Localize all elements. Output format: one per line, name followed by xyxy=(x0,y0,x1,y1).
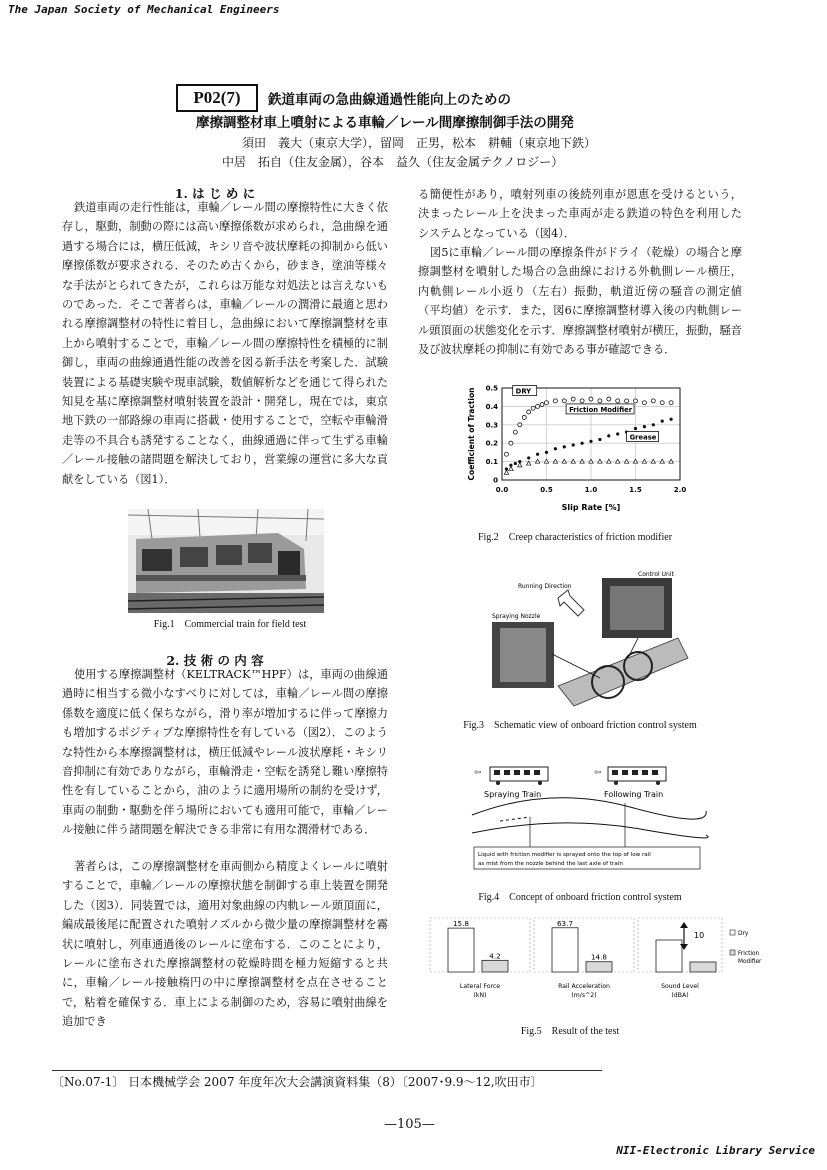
fig2-point-friction-modifier xyxy=(563,445,566,448)
fig3-schematic xyxy=(488,566,704,714)
fig2-x-tick-label: 2.0 xyxy=(673,486,687,494)
fig4-rail-curve xyxy=(472,798,706,819)
paper-id-box: P02(7) xyxy=(176,84,258,112)
fig5-bar-friction-modifier xyxy=(482,960,508,972)
fig5-legend-label-friction-modifier-2: Modifier xyxy=(738,959,762,965)
running-direction-arrow-icon xyxy=(558,590,584,616)
fig2-point-dry xyxy=(504,452,508,456)
fig2-point-grease xyxy=(535,459,539,463)
results-paragraph: 図5に車輪／レール間の摩擦条件がドライ（乾燥）の場合と摩擦調整材を噴射した場合の急曲線における外軌側レール横圧，内軌側レール小返り（左右）振動，軌道近傍の騒音の測定値（平均値）を示す．また，図6に摩擦調整材導入後の内軌側レール頭頂面の状態変化を示す．摩擦調整材噴射が横圧，振動，騒音及び波状摩耗の抑制に有効である事が確認できる． xyxy=(418,246,742,357)
fig2-point-grease xyxy=(651,459,655,463)
fig2-point-friction-modifier xyxy=(545,451,548,454)
fig2-x-tick-label: 0.5 xyxy=(540,486,553,494)
fig5-bar-value-label: 4.2 xyxy=(489,951,501,961)
fig2-y-tick-label: 0.5 xyxy=(485,384,498,393)
fig2-series-label: DRY xyxy=(515,387,532,396)
fig2-point-dry xyxy=(669,401,673,405)
fig2-point-dry xyxy=(562,399,566,403)
fig5-bar-friction-modifier xyxy=(690,962,716,972)
fig4-note-line-1: Liquid with friction modifier is sprayed onto the top of low rail xyxy=(478,852,651,858)
fig2-point-friction-modifier xyxy=(589,440,592,443)
fig2-point-dry xyxy=(589,397,593,401)
spraying-train-label: Spraying Train xyxy=(484,790,542,799)
sound-level-reduction-label: 10 xyxy=(694,931,705,940)
fig1-train-photo xyxy=(128,509,324,613)
fig3-caption: Fig.3 Schematic view of onboard friction control system xyxy=(463,720,697,731)
fig2-y-tick-label: 0.4 xyxy=(485,402,498,411)
fig2-y-tick-label: 0.2 xyxy=(485,439,498,448)
fig5-category-label: Lateral Force xyxy=(459,983,501,990)
fig2-point-grease xyxy=(660,459,664,463)
technology-paragraph-2: 著者らは，この摩擦調整材を車両側から精度よくレールに噴射することで，車輪／レールの摩擦状態を制御する車上装置を開発した（図3）．同装置では，適用対象曲線の内軌レール頭頂面に，編成最後尾に配置された噴射ノズルから微少量の摩擦調整材を霧状に噴射し，列車通過後のレールに塗布する．このことにより，レールに塗布された摩擦調整材の乾燥時間を極力短縮すると共に，車輪／レール接触楕円の中に摩擦調整材を点在させることで，粘着を確保する．車上による制御のため，容易に噴射曲線を追加でき xyxy=(62,860,388,1029)
fig2-point-friction-modifier xyxy=(527,456,530,459)
fig2-point-grease xyxy=(616,459,620,463)
fig2-point-friction-modifier xyxy=(652,423,655,426)
fig5-caption: Fig.5 Result of the test xyxy=(520,1026,620,1037)
fig5-legend-swatch-friction-modifier xyxy=(730,950,735,955)
proceedings-footer: 〔No.07-1〕 日本機械学会 2007 年度年次大会講演資料集（8）〔2007･9.9～12,吹田市〕 xyxy=(52,1075,543,1089)
fig5-bar-value-label: 14.8 xyxy=(590,952,608,962)
fig2-point-dry xyxy=(527,410,531,414)
fig5-bar-dry xyxy=(552,928,578,972)
fig2-point-friction-modifier xyxy=(581,442,584,445)
fig2-point-dry xyxy=(513,430,517,434)
technology-paragraph-3: る簡便性があり，噴射列車の後続列車が恩恵を受けるという，決まったレール上を決まった車両が走る鉄道の特色を利用したシステムとなっている（図4）． xyxy=(418,188,742,240)
fig2-point-grease xyxy=(607,459,611,463)
fig2-point-dry xyxy=(540,403,544,407)
fig2-y-tick-label: 0 xyxy=(493,476,498,485)
footer-divider xyxy=(52,1070,602,1071)
fig2-point-dry xyxy=(536,404,540,408)
fig4-concept-diagram xyxy=(470,755,710,883)
fig5-legend-label-friction-modifier: Friction xyxy=(738,951,760,957)
fig5-panel-frame xyxy=(534,918,634,972)
fig2-x-axis-label: Slip Rate [%] xyxy=(561,503,621,512)
fig2-point-friction-modifier xyxy=(572,443,575,446)
fig2-point-dry xyxy=(651,399,655,403)
fig2-point-grease xyxy=(518,463,522,467)
fig2-point-friction-modifier xyxy=(670,418,673,421)
fig5-category-label: Rail Acceleration xyxy=(558,983,610,990)
fig2-point-grease xyxy=(562,459,566,463)
fig2-point-grease xyxy=(642,459,646,463)
fig2-point-grease xyxy=(544,459,548,463)
fig2-point-friction-modifier xyxy=(616,432,619,435)
authors-line-2: 中居 拓自（住友金属），谷本 益久（住友金属テクノロジー） xyxy=(222,155,564,169)
fig2-point-grease xyxy=(571,459,575,463)
fig2-point-dry xyxy=(616,399,620,403)
fig5-category-label: (kN) xyxy=(473,992,487,999)
fig5-category-label: (dBA) xyxy=(671,992,689,999)
fig3-bogie-drawing xyxy=(558,638,688,706)
following-train-label: Following Train xyxy=(604,790,664,799)
fig2-point-grease xyxy=(624,459,628,463)
fig2-point-friction-modifier xyxy=(554,447,557,450)
fig2-point-dry xyxy=(531,406,535,410)
title-line-1: 鉄道車両の急曲線通過性能向上のための xyxy=(268,92,511,108)
fig2-y-tick-label: 0.3 xyxy=(485,421,498,430)
spraying-train-icon xyxy=(490,767,548,785)
fig2-point-dry xyxy=(509,441,513,445)
fig2-point-grease xyxy=(553,459,557,463)
fig5-panel-frame xyxy=(430,918,530,972)
fig2-point-grease xyxy=(598,459,602,463)
fig2-point-grease xyxy=(669,459,673,463)
sound-level-arrow-icon xyxy=(680,922,688,950)
fig2-point-dry xyxy=(598,399,602,403)
fig2-point-dry xyxy=(553,399,557,403)
fig2-point-friction-modifier xyxy=(514,462,517,465)
fig5-category-label: (m/s^2) xyxy=(571,992,597,999)
fig5-bar-value-label: 15.8 xyxy=(452,919,470,929)
svg-text:⇦: ⇦ xyxy=(474,768,482,778)
fig5-bar-value-label: 63.7 xyxy=(556,918,574,928)
fig2-x-tick-label: 1.5 xyxy=(629,486,642,494)
fig2-point-dry xyxy=(634,399,638,403)
title-line-2: 摩擦調整材車上噴射による車輪／レール間摩擦制御手法の開発 xyxy=(196,115,574,131)
fig2-point-dry xyxy=(660,401,664,405)
fig2-x-tick-label: 0.0 xyxy=(495,486,509,494)
fig2-creep-chart xyxy=(464,380,708,526)
fig2-point-friction-modifier xyxy=(634,427,637,430)
fig5-bar-dry xyxy=(448,928,474,972)
fig2-x-tick-label: 1.0 xyxy=(584,486,598,494)
fig4-note-line-2: as mist from the nozzle behind the last axle of train xyxy=(478,861,623,867)
fig2-point-friction-modifier xyxy=(643,425,646,428)
fig1-caption: Fig.1 Commercial train for field test xyxy=(153,619,307,630)
fig3-spraying-nozzle-label: Spraying Nozzle xyxy=(492,613,541,620)
fig2-series-label: Grease xyxy=(629,433,657,442)
fig2-point-grease xyxy=(504,470,508,474)
fig5-legend-label-dry: Dry xyxy=(738,931,749,937)
svg-text:⇦: ⇦ xyxy=(594,768,602,778)
fig4-caption: Fig.4 Concept of onboard friction control system xyxy=(478,892,682,903)
fig5-bar-dry xyxy=(656,940,682,972)
fig2-point-friction-modifier xyxy=(536,453,539,456)
fig2-point-grease xyxy=(633,459,637,463)
intro-paragraph: 鉄道車両の走行性能は，車輪／レール間の摩擦特性に大きく依存し，駆動，制動の際には高い摩擦係数が求められ，急曲線を通過する場合には，横圧低減，キシリ音や波状摩耗の抑制から低い摩擦係数が要求される．そのため古くから，砂まき，塗油等様々な手法がとられてきたが，これらは万能な対処法とは言えないものであった．そこで著者らは，車輪／レールの潤滑に最適と思われる摩擦調整材の特性に着目し，急曲線において摩擦調整材を車上から噴射することで，車輪／レール間の摩擦特性を積極的に制御し，車両の曲線通過性能の改善を図る新手法を考案した．試験装置による基礎実験や現車試験，数値解析などを通じて得られた知見を基に摩擦調整材噴射装置を設計・開発し，現在では，東京地下鉄の一部路線の車両に搭載・使用することで，空転や車輪滑走等の不具合も誘発することなく，曲線通過に伴って生ずる車輪／レール接触の諸問題を解決しており，営業線の運営に多大な貢献をしている（図1）． xyxy=(62,201,388,486)
society-header: The Japan Society of Mechanical Engineers xyxy=(8,3,280,16)
fig2-point-dry xyxy=(642,401,646,405)
section-2-heading: 2. 技 術 の 内 容 xyxy=(166,653,264,668)
fig2-point-friction-modifier xyxy=(661,420,664,423)
fig2-point-dry xyxy=(625,399,629,403)
fig2-point-dry xyxy=(518,423,522,427)
fig2-point-dry xyxy=(522,415,526,419)
fig5-category-label: Sound Level xyxy=(661,983,699,990)
fig2-caption: Fig.2 Creep characteristics of friction modifier xyxy=(477,532,673,543)
fig2-series-label: Friction Modifier xyxy=(569,405,633,414)
section-1-heading: 1. は じ め に xyxy=(174,186,256,201)
technology-paragraph-1: 使用する摩擦調整材（KELTRACK™HPF）は，車両の曲線通過時に相当する微小なすべりに対しては，車輪／レール間の摩擦係数を適度に低く保ちながら，滑り率が増加するに伴って摩擦力も増加するポジティブな摩擦特性を有している（図2）．このような特性から本摩擦調整材は，横圧低減やレール波状摩耗・キシリ音抑制に有効でありながら，車輪滑走・空転を誘発し難い摩擦特性を有していることから，油のように適用場所の制約を受けず，車両の制動・駆動を伴う場所においても適用可能で，車輪／レール接触に伴う諸問題を解決できる非常に有用な潤滑材である． xyxy=(62,668,388,837)
fig5-bar-friction-modifier xyxy=(586,962,612,972)
page-number: —105— xyxy=(384,1117,435,1132)
authors-line-1: 須田 義大（東京大学），留岡 正男，松本 耕輔（東京地下鉄） xyxy=(242,136,597,150)
fig3-control-unit-label: Control Unit xyxy=(638,571,674,578)
fig2-point-grease xyxy=(589,459,593,463)
fig2-point-dry xyxy=(571,397,575,401)
fig5-legend-swatch-dry xyxy=(730,930,735,935)
fig2-point-dry xyxy=(580,399,584,403)
fig5-result-chart xyxy=(428,912,768,1020)
fig2-point-dry xyxy=(545,401,549,405)
fig3-running-direction-label: Running Direction xyxy=(518,583,572,590)
fig2-point-friction-modifier xyxy=(607,434,610,437)
fig2-point-friction-modifier xyxy=(598,438,601,441)
fig2-point-dry xyxy=(607,397,611,401)
following-train-icon xyxy=(608,767,666,785)
library-footer: NII-Electronic Library Service xyxy=(616,1144,815,1157)
fig2-point-grease xyxy=(580,459,584,463)
fig2-y-axis-label: Coefficient of Traction xyxy=(467,387,476,481)
fig2-point-grease xyxy=(509,467,513,471)
fig2-y-tick-label: 0.1 xyxy=(485,458,498,467)
